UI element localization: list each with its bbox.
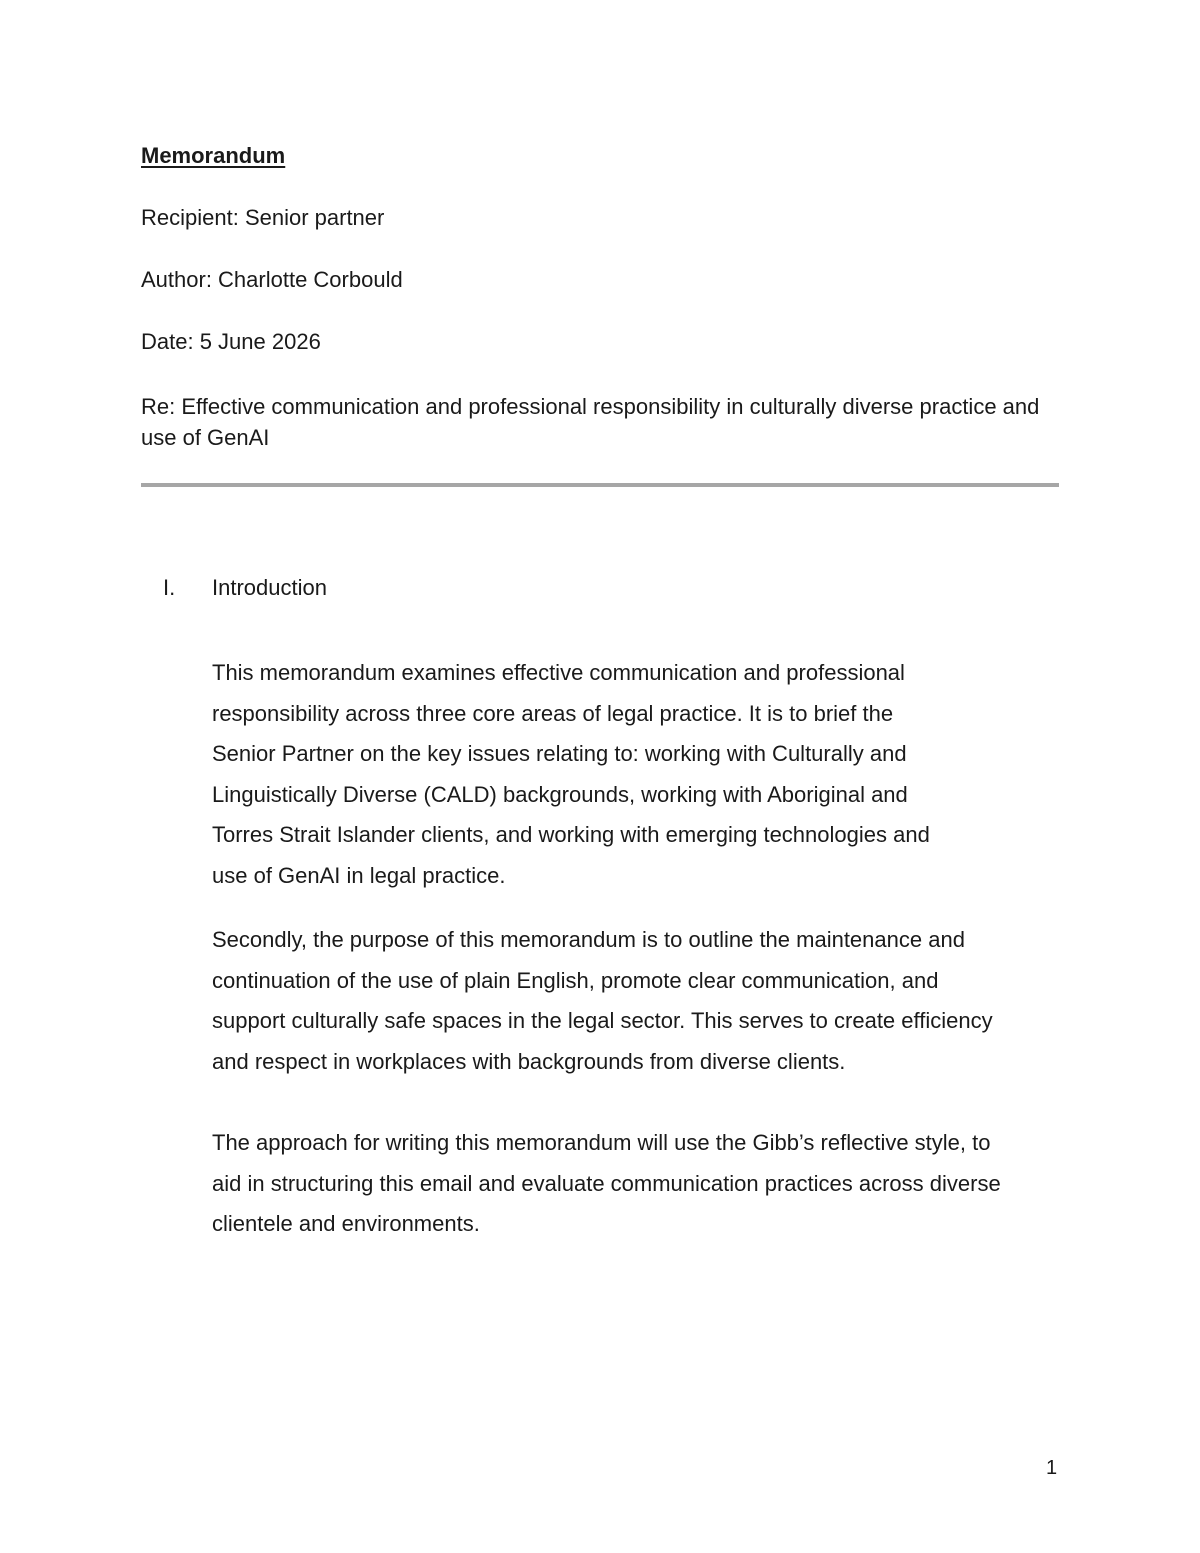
section-number: I. [163, 575, 176, 600]
paragraph-1: This memorandum examines effective communication and professional responsibility across three core areas of legal practice. It is to brief the Senior Partner on the key issues relating to: working with Culturally and Linguistically Diverse (CALD) backgrounds, working with Aboriginal and Torres Strait Islander clients, and working with emerging technologies and use of GenAI in legal practice. [212, 660, 930, 888]
memo-date: Date: 5 June 2026 [141, 329, 321, 354]
memo-title: Memorandum [141, 143, 286, 168]
header-divider [141, 483, 1059, 487]
memo-author: Author: Charlotte Corbould [141, 267, 403, 292]
paragraph-3: The approach for writing this memorandum will use the Gibb’s reflective style, to aid in structuring this email and evaluate communication practices across diverse clientele and environments. [212, 1130, 1001, 1237]
section-title: Introduction [212, 575, 327, 600]
memo-subject: Re: Effective communication and professional responsibility in culturally diverse practice and use of GenAI [141, 394, 1040, 450]
page-number: 1 [1046, 1457, 1058, 1479]
paragraph-2: Secondly, the purpose of this memorandum is to outline the maintenance and continuation of the use of plain English, promote clear communication, and support culturally safe spaces in the legal sector. This serves to create efficiency and respect in workplaces with backgrounds from diverse clients. [212, 927, 993, 1074]
memo-recipient: Recipient: Senior partner [141, 205, 385, 230]
